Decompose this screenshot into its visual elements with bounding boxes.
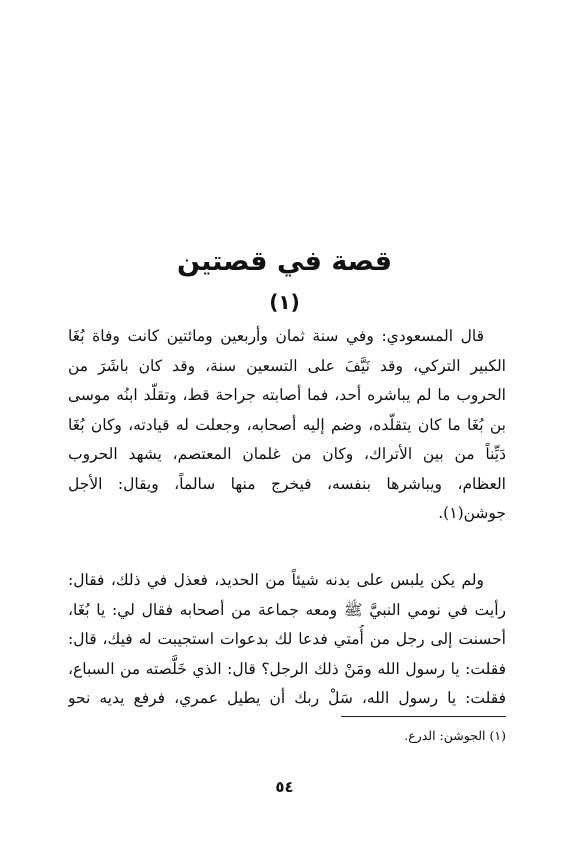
section-number: (١) [269,290,300,314]
text-line: فقلت: يا رسول الله ومَنْ ذلك الرجل؟ قال: الذي خَلَّصته من السباع، [68,659,506,678]
paragraph-2 [68,566,506,714]
text-line: الحروب ما لم يباشره أحد، فما أصابته جراحة قط، وتقلّد ابنُه موسى [68,386,506,404]
footnote-divider [341,716,506,717]
page-number: ٥٤ [275,778,294,796]
text-line: أحسنت إلى رجل من أُمتي فدعا لك بدعوات استجيبت له فيك، قال: [68,630,506,648]
text-line: فقلت: يا رسول الله، سَلْ ربك أن يطيل عمري، فرفع يديه نحو [68,689,506,707]
paragraph-1 [68,322,506,529]
chapter-title: قصة في قصتين [176,246,393,277]
text-line: قال المسعودي: وفي سنة ثمان وأربعين ومائتين كانت وفاة بُغَا [68,327,484,345]
text-line: ولم يكن يلبس على بدنه شيئاً من الحديد، فعذل في ذلك، فقال: [68,571,484,589]
text-line: جوشن(١). [438,504,506,522]
footnote: (١) الجوشن: الدرع. [404,728,506,743]
text-line: الكبير التركي، وقد نَيَّفَ على التسعين سنة، وقد كان باشَرَ من [68,356,506,375]
text-line: دَيِّناً من بين الأتراك، وكان من غلمان المعتصم، يشهد الحروب [68,445,506,463]
text-line: رأيت في نومي النبيَّ ﷺ ومعه جماعة من أصحابه فقال لي: يا بُغَا، [68,600,506,619]
text-line: العظام، ويباشرها بنفسه، فيخرج منها سالماً، ويقال: الأجل [68,474,506,493]
text-line: بن بُغَا ما كان يتقلّده، وضم إليه أصحابه، وجعلت له قيادته، وكان بُغَا [68,415,506,434]
